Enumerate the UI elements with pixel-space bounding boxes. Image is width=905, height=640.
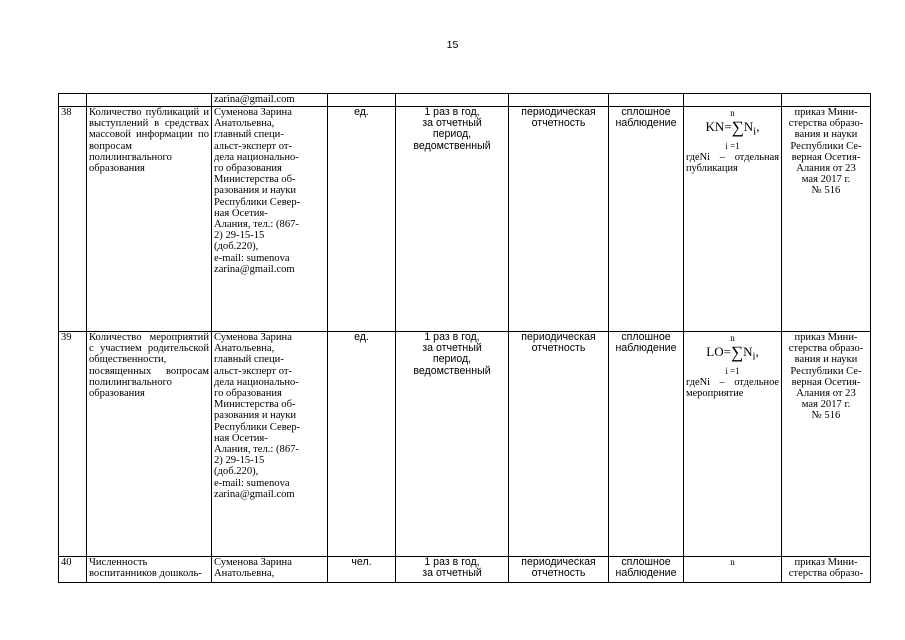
calculation-formula [684, 332, 782, 557]
cell-basis [782, 94, 871, 107]
unit: ед. [328, 332, 396, 557]
legal-basis: приказ Мини- стерства образо- вания и науки Республики Се- верная Осетия- Алания от 23 мая 2017 г. № 516 [782, 107, 871, 332]
observation-type: сплошное наблюдение [609, 332, 684, 557]
sigma-symbol: ∑ [731, 118, 744, 137]
page-number: 15 [446, 39, 459, 51]
cell-indicator [87, 94, 212, 107]
contact-person: Суменова Зарина Анатольевна, главный специ- альст-эксперт от- дела национально- го образования Министерства об- разования и науки Республики Север- ная Осетия- Алания, тел.: (867- 2) 29-15-15 (доб.220), e-mail: sumenova zarina@gmail.com [212, 332, 328, 557]
table-row [59, 107, 871, 332]
row-number: 39 [59, 332, 87, 557]
frequency: 1 раз в год, за отчетный [396, 557, 509, 583]
formula-description: гдеNi – отдельная публикация [686, 151, 779, 174]
legal-basis: приказ Мини- стерства образо- вания и науки Республики Се- верная Осетия- Алания от 23 мая 2017 г. № 516 [782, 332, 871, 557]
table-row-continuation [59, 94, 871, 107]
collection-method: периодическая отчетность [509, 557, 609, 583]
cell-observation [609, 94, 684, 107]
cell-num [59, 94, 87, 107]
calculation-formula: n [684, 557, 782, 583]
row-number: 38 [59, 107, 87, 332]
sum-formula: n $LO=\sum N_i$, i =1 [706, 333, 759, 376]
collection-method: периодическая отчетность [509, 332, 609, 557]
legal-basis: приказ Мини- стерства образо- [782, 557, 871, 583]
observation-type: сплошное наблюдение [609, 107, 684, 332]
frequency: 1 раз в год, за отчетный период, ведомственный [396, 332, 509, 557]
indicators-table [58, 93, 871, 583]
cell-method [509, 94, 609, 107]
table-row [59, 332, 871, 557]
frequency: 1 раз в год, за отчетный период, ведомственный [396, 107, 509, 332]
calculation-formula [684, 107, 782, 332]
unit: ед. [328, 107, 396, 332]
indicator-name: Численность воспитанников дошколь- [87, 557, 212, 583]
row-number: 40 [59, 557, 87, 583]
contact-person: Суменова Зарина Анатольевна, [212, 557, 328, 583]
cell-contact: zarina@gmail.com [212, 94, 328, 107]
cell-frequency [396, 94, 509, 107]
cell-unit [328, 94, 396, 107]
indicator-name: Количество публикаций и выступлений в средствах массовой информации по вопросам полилингвального образования [87, 107, 212, 332]
contact-person: Суменова Зарина Анатольевна, главный специ- альст-эксперт от- дела национально- го образования Министерства об- разования и науки Республики Север- ная Осетия- Алания, тел.: (867- 2) 29-15-15 (доб.220), e-mail: sumenova zarina@gmail.com [212, 107, 328, 332]
observation-type: сплошное наблюдение [609, 557, 684, 583]
collection-method: периодическая отчетность [509, 107, 609, 332]
sum-formula: n $KN=\sum N_i$, i =1 [705, 108, 760, 151]
indicator-name: Количество мероприятий с участием родительской общественности, посвященных вопросам полилингвального образования [87, 332, 212, 557]
unit: чел. [328, 557, 396, 583]
sigma-symbol: ∑ [730, 343, 744, 362]
table-row [59, 557, 871, 583]
cell-formula [684, 94, 782, 107]
formula-description: гдеNi – отдельное мероприятие [686, 376, 779, 399]
